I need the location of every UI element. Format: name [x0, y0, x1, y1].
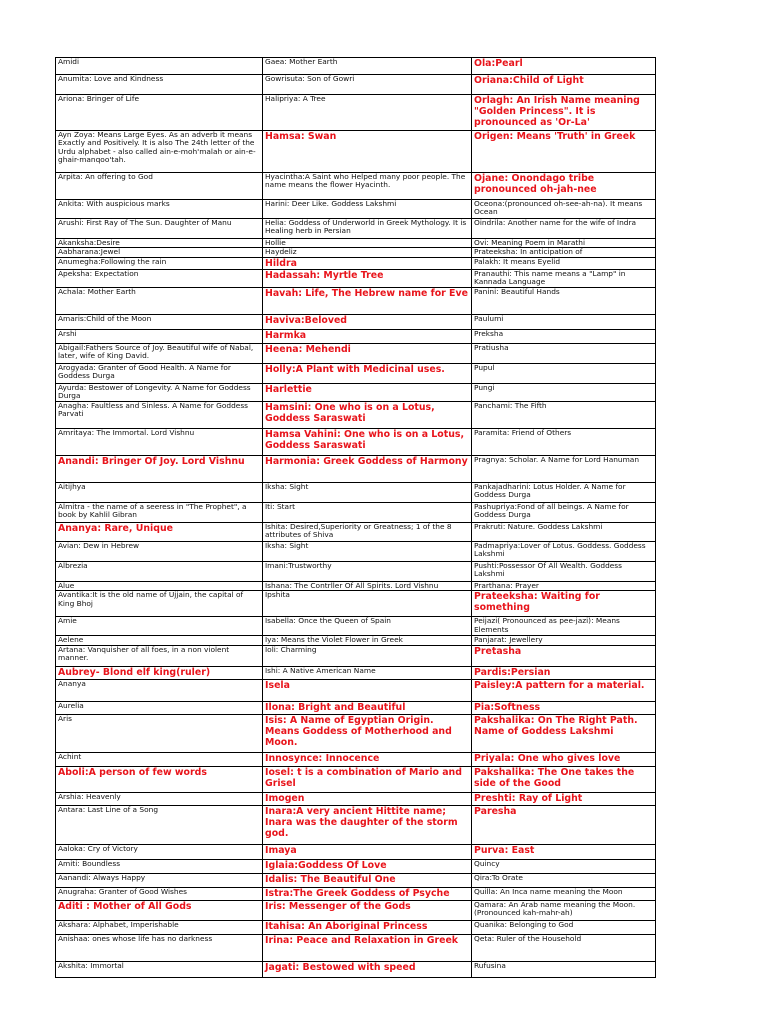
name-cell: Avantika:It is the old name of Ujjain, the capital of King Bhoj — [56, 591, 263, 617]
table-row — [56, 239, 656, 248]
name-cell: Ayn Zoya: Means Large Eyes. As an adverb it means Exactly and Positively. It is also The 24th letter of the Urdu alphabet - also called ain-e-moh'malah or ain-e-ghair-manqoo'tah. — [56, 131, 263, 173]
table-row — [56, 502, 656, 522]
table-row — [56, 679, 656, 701]
table-row — [56, 329, 656, 343]
name-cell: Isabella: Once the Queen of Spain — [263, 617, 472, 636]
table-row — [56, 314, 656, 329]
table-row — [56, 75, 656, 95]
name-cell: Ananya: Rare, Unique — [56, 522, 263, 541]
name-cell: Arushi: First Ray of The Sun. Daughter of Manu — [56, 219, 263, 239]
name-cell: Ovi: Meaning Poem in Marathi — [472, 239, 656, 248]
table-row — [56, 428, 656, 455]
name-cell: Anugraha: Granter of Good Wishes — [56, 887, 263, 900]
name-cell: Hamsa Vahini: One who is on a Lotus, Goddess Saraswati — [263, 428, 472, 455]
name-cell: Istra:The Greek Goddess of Psyche — [263, 887, 472, 900]
name-cell: Helia: Goddess of Underworld in Greek Mythology. It is Healing herb in Persian — [263, 219, 472, 239]
name-cell: Pungi — [472, 383, 656, 401]
name-cell: Ananya — [56, 679, 263, 701]
name-cell: Amaris:Child of the Moon — [56, 314, 263, 329]
table-row — [56, 844, 656, 859]
name-cell: Achint — [56, 752, 263, 766]
name-cell: Qira:To Orate — [472, 873, 656, 887]
name-cell: Alue — [56, 581, 263, 590]
name-cell: Panchami: The Fifth — [472, 401, 656, 428]
name-cell: Amiti: Boundless — [56, 859, 263, 873]
name-cell: Ipshita — [263, 591, 472, 617]
name-cell: Iti: Start — [263, 502, 472, 522]
name-cell: Aanandi: Always Happy — [56, 873, 263, 887]
name-cell: Ishita: Desired,Superiority or Greatness; 1 of the 8 attributes of Shiva — [263, 522, 472, 541]
name-cell: Harini: Deer Like. Goddess Lakshmi — [263, 200, 472, 219]
name-cell: Antara: Last Line of a Song — [56, 805, 263, 844]
table-row — [56, 95, 656, 131]
table-row — [56, 920, 656, 934]
name-cell: Pankajadharini: Lotus Holder. A Name for Goddess Durga — [472, 482, 656, 502]
name-cell: Pratiusha — [472, 343, 656, 363]
name-cell: Paresha — [472, 805, 656, 844]
name-cell: Albrezia — [56, 561, 263, 581]
name-cell: Amritaya: The Immortal. Lord Vishnu — [56, 428, 263, 455]
name-cell: Holly:A Plant with Medicinal uses. — [263, 363, 472, 383]
name-cell: Haviva:Beloved — [263, 314, 472, 329]
name-cell: Aurelia — [56, 701, 263, 714]
name-cell: Anumita: Love and Kindness — [56, 75, 263, 95]
table-row — [56, 961, 656, 977]
name-cell: Ishi: A Native American Name — [263, 666, 472, 679]
table-row — [56, 805, 656, 844]
name-cell: Almitra - the name of a seeress in "The Prophet", a book by Kahlil Gibran — [56, 502, 263, 522]
table-row — [56, 248, 656, 257]
table-row — [56, 541, 656, 561]
table-row — [56, 873, 656, 887]
name-cell: Anishaa: ones whose life has no darkness — [56, 934, 263, 961]
name-cell: Hamsa: Swan — [263, 131, 472, 173]
name-cell: Jagati: Bestowed with speed — [263, 961, 472, 977]
name-cell: Ioli: Charming — [263, 645, 472, 666]
name-cell: Iris: Messenger of the Gods — [263, 900, 472, 920]
name-cell: Gowrisuta: Son of Gowri — [263, 75, 472, 95]
name-cell: Aaloka: Cry of Victory — [56, 844, 263, 859]
name-cell: Preshti: Ray of Light — [472, 792, 656, 805]
name-cell: Palakh: It means Eyelid — [472, 257, 656, 269]
name-cell: Pragnya: Scholar. A Name for Lord Hanuman — [472, 455, 656, 482]
name-cell: Anagha: Faultless and Sinless. A Name for Goddess Parvati — [56, 401, 263, 428]
name-cell: Itahisa: An Aboriginal Princess — [263, 920, 472, 934]
table-row — [56, 900, 656, 920]
table-row — [56, 766, 656, 792]
name-cell: Iglaia:Goddess Of Love — [263, 859, 472, 873]
names-table-body — [56, 58, 656, 978]
name-cell: Ishana: The Contrller Of All Spirits. Lord Vishnu — [263, 581, 472, 590]
name-cell: Achala: Mother Earth — [56, 287, 263, 314]
table-row — [56, 934, 656, 961]
name-cell: Iya: Means the Violet Flower in Greek — [263, 636, 472, 645]
name-cell: Imani:Trustworthy — [263, 561, 472, 581]
name-cell: Hollie — [263, 239, 472, 248]
name-cell: Hildra — [263, 257, 472, 269]
name-cell: Quanika: Belonging to God — [472, 920, 656, 934]
table-row — [56, 859, 656, 873]
table-row — [56, 522, 656, 541]
table-row — [56, 792, 656, 805]
name-cell: Harlettie — [263, 383, 472, 401]
name-cell: Gaea: Mother Earth — [263, 58, 472, 75]
name-cell: Aubrey- Blond elf king(ruler) — [56, 666, 263, 679]
name-cell: Iosel: t is a combination of Mario and Grisel — [263, 766, 472, 792]
name-cell: Pia:Softness — [472, 701, 656, 714]
name-cell: Amidi — [56, 58, 263, 75]
name-cell: Anandi: Bringer Of Joy. Lord Vishnu — [56, 455, 263, 482]
table-row — [56, 666, 656, 679]
name-cell: Isela — [263, 679, 472, 701]
name-cell: Hyacintha:A Saint who Helped many poor people. The name means the flower Hyacinth. — [263, 173, 472, 200]
name-cell: Harmonia: Greek Goddess of Harmony — [263, 455, 472, 482]
name-cell: Preksha — [472, 329, 656, 343]
table-row — [56, 58, 656, 75]
name-cell: Oceona:(pronounced oh-see-ah-na). It means Ocean — [472, 200, 656, 219]
name-cell: Pretasha — [472, 645, 656, 666]
table-row — [56, 887, 656, 900]
name-cell: Panjarat: Jewellery — [472, 636, 656, 645]
name-cell: Akanksha:Desire — [56, 239, 263, 248]
name-cell: Origen: Means 'Truth' in Greek — [472, 131, 656, 173]
table-row — [56, 714, 656, 752]
name-cell: Prateeksha: In anticipation of — [472, 248, 656, 257]
name-cell: Avian: Dew in Hebrew — [56, 541, 263, 561]
name-cell: Arshia: Heavenly — [56, 792, 263, 805]
table-row — [56, 363, 656, 383]
name-cell: Ariona: Bringer of Life — [56, 95, 263, 131]
name-cell: Inara:A very ancient Hittite name; Inara was the daughter of the storm god. — [263, 805, 472, 844]
name-cell: Akshita: Immortal — [56, 961, 263, 977]
name-cell: Panini: Beautiful Hands — [472, 287, 656, 314]
table-row — [56, 383, 656, 401]
name-cell: Ankita: With auspicious marks — [56, 200, 263, 219]
name-cell: Apeksha: Expectation — [56, 270, 263, 288]
name-cell: Amie — [56, 617, 263, 636]
name-cell: Abigail:Fathers Source of Joy. Beautiful wife of Nabal, later, wife of King David. — [56, 343, 263, 363]
name-cell: Ayurda: Bestower of Longevity. A Name for Goddess Durga — [56, 383, 263, 401]
name-cell: Prakruti: Nature. Goddess Lakshmi — [472, 522, 656, 541]
table-row — [56, 270, 656, 288]
table-row — [56, 701, 656, 714]
name-cell: Prarthana: Prayer — [472, 581, 656, 590]
name-cell: Arpita: An offering to God — [56, 173, 263, 200]
name-cell: Orlagh: An Irish Name meaning "Golden Princess". It is pronounced as 'Or-La' — [472, 95, 656, 131]
name-cell: Ilona: Bright and Beautiful — [263, 701, 472, 714]
name-cell: Anumegha:Following the rain — [56, 257, 263, 269]
name-cell: Pranauthi: This name means a "Lamp" in Kannada Language — [472, 270, 656, 288]
name-cell: Priyala: One who gives love — [472, 752, 656, 766]
name-cell: Artana: Vanquisher of all foes, in a non violent manner. — [56, 645, 263, 666]
name-cell: Aabharana:Jewel — [56, 248, 263, 257]
name-cell: Harmka — [263, 329, 472, 343]
table-row — [56, 455, 656, 482]
name-cell: Innosynce: Innocence — [263, 752, 472, 766]
name-cell: Paisley:A pattern for a material. — [472, 679, 656, 701]
name-cell: Akshara: Alphabet, Imperishable — [56, 920, 263, 934]
name-cell: Isis: A Name of Egyptian Origin. Means Goddess of Motherhood and Moon. — [263, 714, 472, 752]
name-cell: Pashupriya:Fond of all beings. A Name for Goddess Durga — [472, 502, 656, 522]
table-row — [56, 343, 656, 363]
name-cell: Ola:Pearl — [472, 58, 656, 75]
name-cell: Iksha: Sight — [263, 541, 472, 561]
name-cell: Peijazi( Pronounced as pee-jazi): Means Elements — [472, 617, 656, 636]
name-cell: Padmapriya:Lover of Lotus. Goddess. Goddess Lakshmi — [472, 541, 656, 561]
table-row — [56, 401, 656, 428]
name-cell: Quincy — [472, 859, 656, 873]
name-cell: Purva: East — [472, 844, 656, 859]
name-cell: Irina: Peace and Relaxation in Greek — [263, 934, 472, 961]
table-row — [56, 561, 656, 581]
name-cell: Idalis: The Beautiful One — [263, 873, 472, 887]
names-table — [55, 57, 656, 978]
name-cell: Rufusina — [472, 961, 656, 977]
name-cell: Quilla: An Inca name meaning the Moon — [472, 887, 656, 900]
name-cell: Havah: Life, The Hebrew name for Eve — [263, 287, 472, 314]
name-cell: Aitijhya — [56, 482, 263, 502]
name-cell: Oindrila: Another name for the wife of Indra — [472, 219, 656, 239]
table-row — [56, 173, 656, 200]
table-row — [56, 591, 656, 617]
table-row — [56, 287, 656, 314]
name-cell: Prateeksha: Waiting for something — [472, 591, 656, 617]
name-cell: Arshi — [56, 329, 263, 343]
name-cell: Qeta: Ruler of the Household — [472, 934, 656, 961]
name-cell: Pakshalika: On The Right Path. Name of Goddess Lakshmi — [472, 714, 656, 752]
name-cell: Aris — [56, 714, 263, 752]
name-cell: Iksha: Sight — [263, 482, 472, 502]
table-row — [56, 752, 656, 766]
name-cell: Pardis:Persian — [472, 666, 656, 679]
name-cell: Pushti:Possessor Of All Wealth. Goddess Lakshmi — [472, 561, 656, 581]
table-row — [56, 636, 656, 645]
table-row — [56, 617, 656, 636]
name-cell: Arogyada: Granter of Good Health. A Name for Goddess Durga — [56, 363, 263, 383]
name-cell: Heena: Mehendi — [263, 343, 472, 363]
table-row — [56, 257, 656, 269]
name-cell: Qamara: An Arab name meaning the Moon.(Pronounced kah-mahr-ah) — [472, 900, 656, 920]
name-cell: Hadassah: Myrtle Tree — [263, 270, 472, 288]
name-cell: Ojane: Onondago tribe pronounced oh-jah-nee — [472, 173, 656, 200]
table-row — [56, 200, 656, 219]
name-cell: Pupul — [472, 363, 656, 383]
table-row — [56, 482, 656, 502]
name-cell: Paulumi — [472, 314, 656, 329]
name-cell: Hamsini: One who is on a Lotus, Goddess Saraswati — [263, 401, 472, 428]
name-cell: Paramita: Friend of Others — [472, 428, 656, 455]
name-cell: Haydeliz — [263, 248, 472, 257]
name-cell: Pakshalika: The One takes the side of the Good — [472, 766, 656, 792]
name-cell: Aboli:A person of few words — [56, 766, 263, 792]
name-cell: Imogen — [263, 792, 472, 805]
table-row — [56, 131, 656, 173]
name-cell: Aditi : Mother of All Gods — [56, 900, 263, 920]
table-row — [56, 645, 656, 666]
name-cell: Imaya — [263, 844, 472, 859]
table-row — [56, 219, 656, 239]
table-row — [56, 581, 656, 590]
name-cell: Aelene — [56, 636, 263, 645]
name-cell: Halipriya: A Tree — [263, 95, 472, 131]
name-cell: Oriana:Child of Light — [472, 75, 656, 95]
